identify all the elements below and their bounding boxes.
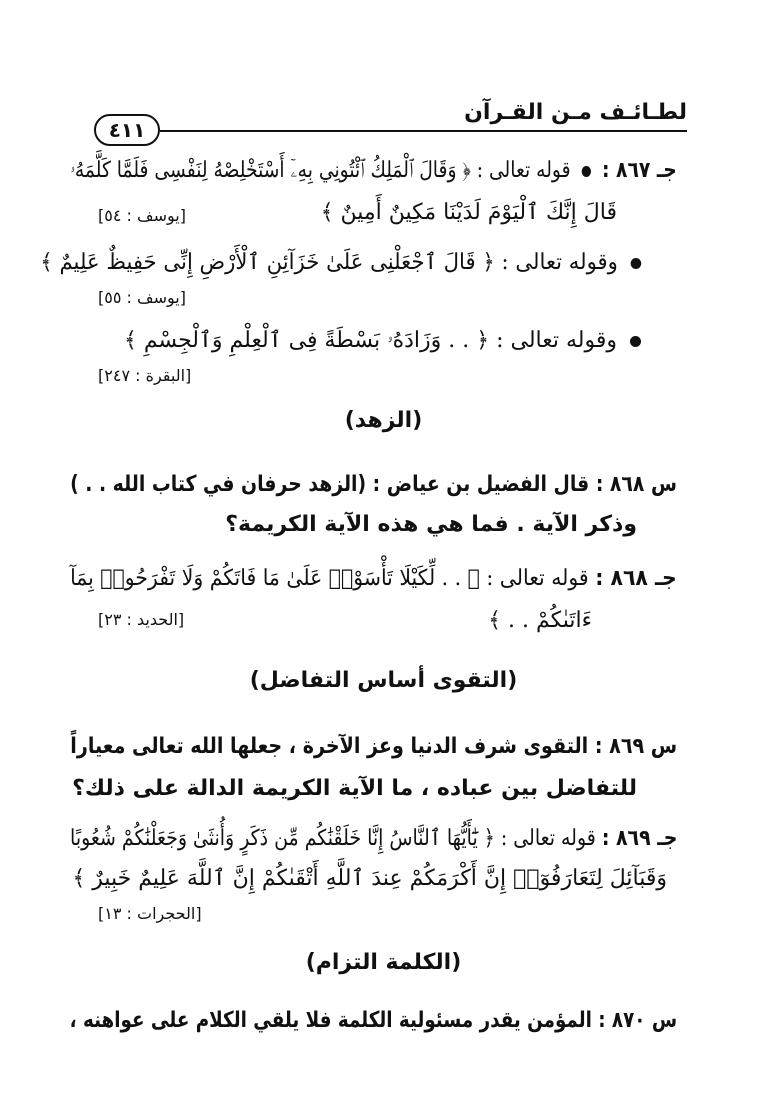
answer-869-line-1 xyxy=(70,826,677,851)
running-header xyxy=(80,100,687,140)
answer-869-text-2: وَقَبَآئِلَ لِتَعَارَفُوٓا۟ إِنَّ أَكْرَمَكُمْ عِندَ ٱللَّهِ أَتْقَىٰكُمْ إِنَّ ٱللَّهَ عَلِيمٌ خَبِيرٌ ﴾ xyxy=(72,866,667,891)
quote-yusuf-55-text: وقوله تعالى : ﴿ قَالَ ٱجْعَلْنِى عَلَىٰ خَزَآئِنِ ٱلْأَرْضِ إِنِّى حَفِيظٌ عَلِيمٌ ﴾ xyxy=(40,250,619,275)
section-heading-taqwa: (التقوى أساس التفاضل) xyxy=(249,668,518,693)
bullet-icon xyxy=(630,336,641,347)
answer-868-label: جـ ٨٦٨ : xyxy=(595,566,677,591)
question-869-label: س ٨٦٩ : xyxy=(594,734,677,759)
answer-868-text-2: ءَاتَىٰكُمْ . . ﴾ xyxy=(488,608,592,633)
answer-867-label: جـ ٨٦٧ : xyxy=(602,158,677,183)
answer-869-line-2 xyxy=(72,866,667,891)
quote-baqarah-247-text: وقوله تعالى : ﴿ . . وَزَادَهُۥ بَسْطَةً فِى ٱلْعِلْمِ وَٱلْجِسْمِ ﴾ xyxy=(123,328,617,353)
question-868-text-2: وذكر الآية . فما هي هذه الآية الكريمة؟ xyxy=(225,512,637,537)
section-heading-kalima: (الكلمة التزام) xyxy=(305,950,462,975)
quote-yusuf-55-line xyxy=(40,250,647,275)
answer-867-text-1: قوله تعالى : ﴿ وَقَالَ ٱلْمَلِكُ ٱئْتُونِي بِهِۦٓ أَسْتَخْلِصْهُ لِنَفْسِى فَلَمَّا كَلَّمَهُۥ xyxy=(70,158,571,183)
answer-867-line-2 xyxy=(321,200,617,225)
question-869-line-1 xyxy=(70,734,677,759)
reference-yusuf-54: [يوسف : ٥٤] xyxy=(98,206,186,225)
question-869-text-2: للتفاضل بين عباده ، ما الآية الكريمة الدالة على ذلك؟ xyxy=(72,776,637,801)
answer-868-line-2 xyxy=(488,608,592,633)
reference-hujurat-13: [الحجرات : ١٣] xyxy=(98,904,202,923)
question-868-label: س ٨٦٨ : xyxy=(595,472,677,497)
bullet-icon xyxy=(582,166,591,177)
question-870-text-1: المؤمن يقدر مسئولية الكلمة فلا يلقي الكلام على عواهنه ، xyxy=(69,1008,592,1033)
reference-hadid-23: [الحديد : ٢٣] xyxy=(98,610,185,629)
reference-baqarah-247: [البقرة : ٢٤٧] xyxy=(98,366,192,385)
quote-baqarah-247-line xyxy=(124,328,647,353)
header-title: لطـائـف مـن القـرآن xyxy=(464,100,687,125)
answer-867-line-1 xyxy=(70,158,677,183)
answer-867-text-2: قَالَ إِنَّكَ ٱلْيَوْمَ لَدَيْنَا مَكِينٌ أَمِينٌ ﴾ xyxy=(320,200,617,225)
question-868-text-1: قال الفضيل بن عياض : (الزهد حرفان في كتاب الله . . ) xyxy=(70,472,590,497)
question-870-label: س ٨٧٠ : xyxy=(598,1008,677,1033)
question-869-line-2 xyxy=(72,776,637,801)
page-number: ٤١١ xyxy=(94,114,160,146)
answer-869-text-1: قوله تعالى : ﴿ يَٰٓأَيُّهَا ٱلنَّاسُ إِنَّا خَلَقْنَٰكُم مِّن ذَكَرٍ وَأُنثَىٰ وَجَعَلْنَٰكُمْ شُعُوبًا xyxy=(69,826,596,851)
answer-868-line-1 xyxy=(70,566,677,591)
bullet-icon xyxy=(631,258,642,269)
question-870-line-1 xyxy=(70,1008,677,1033)
question-868-line-2 xyxy=(225,512,637,537)
answer-869-label: جـ ٨٦٩ : xyxy=(601,826,677,851)
section-heading-zuhd: (الزهد) xyxy=(344,408,423,433)
question-869-text-1: التقوى شرف الدنيا وعز الآخرة ، جعلها الله تعالى معياراً xyxy=(70,734,589,759)
header-rule xyxy=(160,130,687,132)
reference-yusuf-55: [يوسف : ٥٥] xyxy=(98,288,186,307)
question-868-line-1 xyxy=(70,472,677,497)
answer-868-text-1: قوله تعالى : ﴿ . . لِّكَيْلَا تَأْسَوْا۟ عَلَىٰ مَا فَاتَكُمْ وَلَا تَفْرَحُوا۟ بِمَآ xyxy=(70,566,590,591)
